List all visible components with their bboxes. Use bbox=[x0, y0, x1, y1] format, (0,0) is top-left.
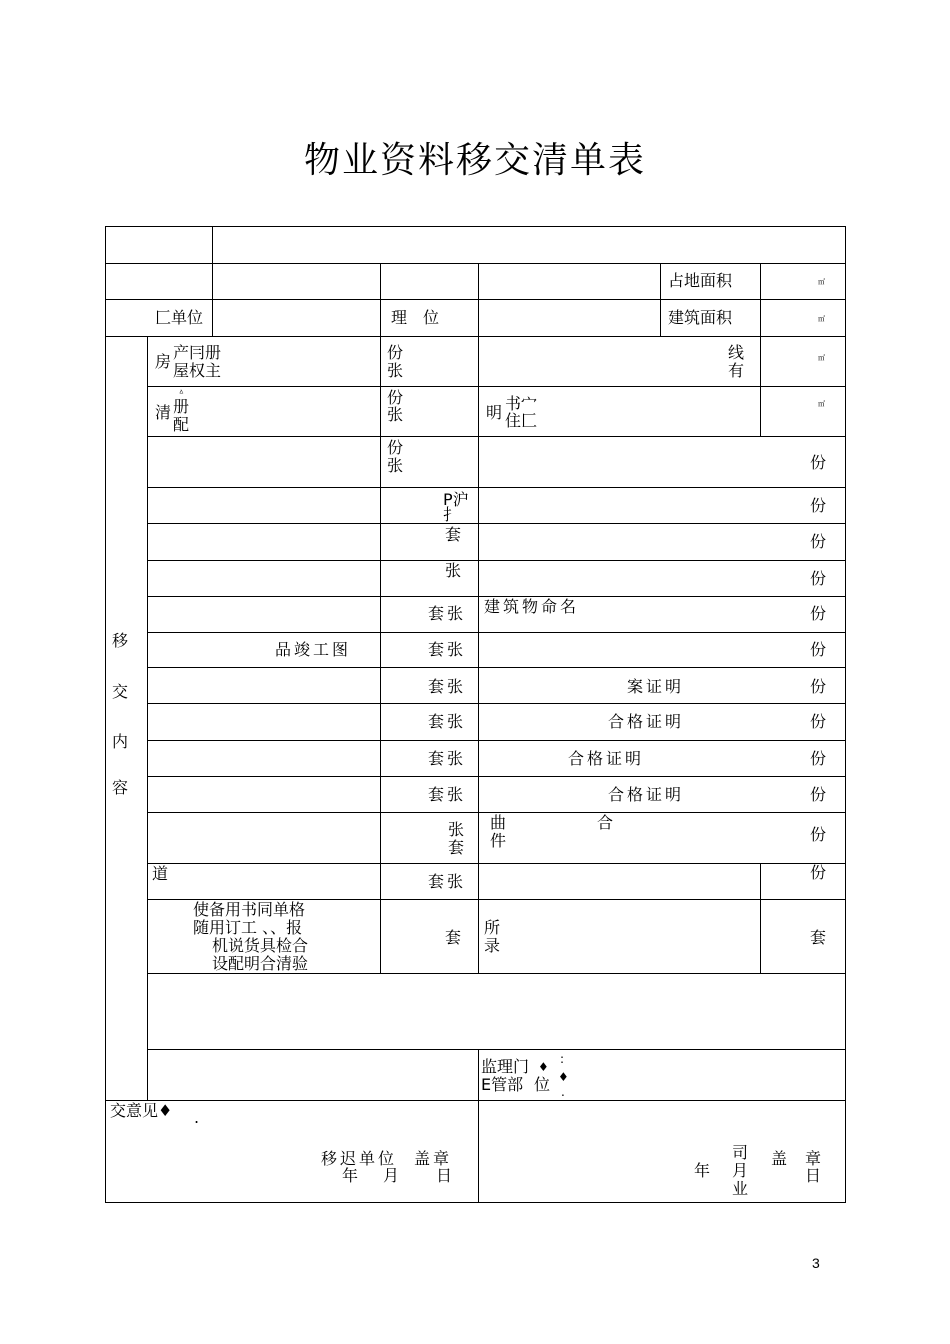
item-qty: 套张 bbox=[428, 749, 467, 768]
manage-unit-label: 理 位 bbox=[391, 308, 440, 327]
item-unit: 份 bbox=[810, 640, 827, 659]
row-divider bbox=[105, 336, 845, 337]
row-divider bbox=[105, 263, 845, 264]
item-doc: 案证明 bbox=[627, 677, 685, 696]
item-doc: 合格证明 bbox=[608, 785, 685, 804]
table-border-left bbox=[105, 226, 106, 1203]
column-divider bbox=[212, 226, 213, 336]
item-qty: 套张 bbox=[428, 712, 467, 731]
column-divider bbox=[478, 1049, 479, 1202]
date-year: 年 bbox=[342, 1166, 359, 1185]
row-divider bbox=[147, 523, 845, 524]
item-mark: ㅿ bbox=[178, 388, 185, 396]
item-unit: 份 bbox=[810, 453, 827, 472]
item-qty: 扌 bbox=[443, 505, 460, 524]
item-unit: 份 bbox=[810, 677, 827, 696]
item-unit: 份 bbox=[810, 569, 827, 588]
date-day: 日 bbox=[436, 1166, 453, 1185]
dept-label: 位 bbox=[534, 1075, 551, 1094]
page-number: 3 bbox=[812, 1255, 820, 1271]
item-unit: 份 bbox=[810, 712, 827, 731]
dot-mark: . bbox=[194, 1108, 200, 1127]
row-divider bbox=[147, 1049, 845, 1050]
item-doc: 建筑物命名 bbox=[484, 597, 580, 616]
column-divider bbox=[760, 263, 761, 436]
item-unit: 份 bbox=[810, 863, 827, 882]
item-qty: 张 bbox=[387, 405, 404, 424]
item-doc: 明 bbox=[486, 403, 503, 422]
item-qty: 套张 bbox=[428, 640, 467, 659]
item-qty: 张 bbox=[445, 561, 462, 580]
dept-label: E管部 bbox=[481, 1075, 524, 1094]
column-divider bbox=[478, 263, 479, 973]
item-name-line: 随用订工 、、报 bbox=[193, 918, 303, 937]
item-doc: 合格证明 bbox=[568, 749, 645, 768]
seal-label: 盖 bbox=[771, 1149, 788, 1168]
column-divider bbox=[147, 336, 148, 1100]
seal-label: 盖章 bbox=[414, 1149, 453, 1168]
item-unit: 份 bbox=[810, 532, 827, 551]
item-qty: P沪 bbox=[443, 490, 469, 509]
row-divider bbox=[147, 703, 845, 704]
item-name-line: 产冃册 bbox=[173, 343, 222, 362]
item-doc: 有 bbox=[728, 361, 745, 380]
item-doc: 录 bbox=[484, 936, 501, 955]
transfer-unit-label: 移迟单位 bbox=[321, 1149, 398, 1168]
item-qty: 套张 bbox=[428, 785, 467, 804]
item-doc: 合格证明 bbox=[608, 712, 685, 731]
dot-mark: : bbox=[560, 1052, 565, 1066]
table-border-right bbox=[845, 226, 846, 1203]
item-qty: 套 bbox=[448, 838, 465, 857]
side-label-char: 容 bbox=[112, 778, 129, 797]
row-divider bbox=[147, 776, 845, 777]
item-name-line: 使备用书同单格 bbox=[193, 900, 306, 919]
item-qty: 张 bbox=[387, 361, 404, 380]
item-qty: 套 bbox=[445, 928, 462, 947]
item-unit: 份 bbox=[810, 604, 827, 623]
unit-label: 匚单位 bbox=[155, 308, 204, 327]
item-name-line: 册 bbox=[173, 397, 190, 416]
item-doc: 合 bbox=[597, 813, 614, 832]
row-divider bbox=[105, 299, 845, 300]
seal-label: 章 bbox=[805, 1149, 822, 1168]
table-border-top bbox=[105, 226, 845, 227]
date-year: 年 bbox=[694, 1161, 711, 1180]
row-divider bbox=[147, 560, 845, 561]
item-doc: 住匚 bbox=[505, 411, 538, 430]
dot-mark: . bbox=[561, 1085, 565, 1099]
item-name-line: 设配明合清验 bbox=[212, 954, 309, 973]
table-border-bottom bbox=[105, 1202, 846, 1203]
item-unit: 份 bbox=[810, 825, 827, 844]
right-col-char: 月 bbox=[732, 1161, 749, 1180]
item-doc: 曲 bbox=[490, 813, 507, 832]
item-qty: 份 bbox=[387, 343, 404, 362]
item-name-line: 机说货具检合 bbox=[212, 936, 309, 955]
land-area-label: 占地面积 bbox=[668, 271, 733, 290]
item-qty: 份 bbox=[387, 388, 404, 407]
date-month: 月 bbox=[383, 1166, 400, 1185]
side-label-char: 内 bbox=[112, 732, 129, 751]
item-unit: 份 bbox=[810, 749, 827, 768]
item-name: 品竣工图 bbox=[275, 640, 352, 659]
row-divider bbox=[105, 1100, 845, 1101]
dept-label: 监理门 bbox=[481, 1057, 530, 1076]
item-qty: 套张 bbox=[428, 872, 467, 891]
item-unit: ㎡ bbox=[818, 400, 825, 408]
item-name-prefix: 清 bbox=[155, 403, 172, 422]
item-qty: 套张 bbox=[428, 604, 467, 623]
diamond-mark: ♦ bbox=[558, 1070, 569, 1084]
row-divider bbox=[147, 386, 845, 387]
row-divider bbox=[147, 487, 845, 488]
item-name: 道 bbox=[152, 864, 169, 883]
item-unit: 份 bbox=[810, 496, 827, 515]
item-qty: 套张 bbox=[428, 677, 467, 696]
column-divider bbox=[660, 263, 661, 336]
building-area-unit: ㎡ bbox=[818, 315, 825, 323]
item-qty: 份 bbox=[387, 438, 404, 457]
page-title: 物业资料移交清单表 bbox=[303, 140, 646, 181]
item-unit: 套 bbox=[810, 928, 827, 947]
right-col-char: 业 bbox=[732, 1179, 749, 1198]
building-area-label: 建筑面积 bbox=[668, 308, 733, 327]
row-divider bbox=[147, 740, 845, 741]
column-divider bbox=[380, 263, 381, 973]
item-doc: 线 bbox=[728, 343, 745, 362]
side-label-char: 移 bbox=[112, 631, 129, 650]
side-label-char: 交 bbox=[112, 682, 129, 701]
item-doc: 件 bbox=[490, 831, 507, 850]
item-name-prefix: 房 bbox=[155, 352, 172, 371]
row-divider bbox=[147, 973, 845, 974]
right-col-char: 司 bbox=[732, 1143, 749, 1162]
row-divider bbox=[147, 863, 845, 864]
item-unit: 份 bbox=[810, 785, 827, 804]
item-doc: 书宀 bbox=[505, 394, 538, 413]
item-qty: 张 bbox=[448, 820, 465, 839]
item-name-line: 屋权主 bbox=[173, 361, 222, 380]
row-divider bbox=[147, 632, 845, 633]
item-qty: 套 bbox=[445, 525, 462, 544]
land-area-unit: ㎡ bbox=[818, 278, 825, 286]
item-name-line: 配 bbox=[173, 415, 190, 434]
row-divider bbox=[147, 667, 845, 668]
date-day: 日 bbox=[805, 1166, 822, 1185]
diamond-mark: ♦ bbox=[538, 1060, 549, 1074]
opinion-label: 交意见♦ bbox=[110, 1101, 173, 1120]
item-doc: 所 bbox=[484, 918, 501, 937]
column-divider bbox=[760, 863, 761, 973]
row-divider bbox=[147, 436, 845, 437]
item-unit: ㎡ bbox=[818, 354, 825, 362]
item-qty: 张 bbox=[387, 456, 404, 475]
